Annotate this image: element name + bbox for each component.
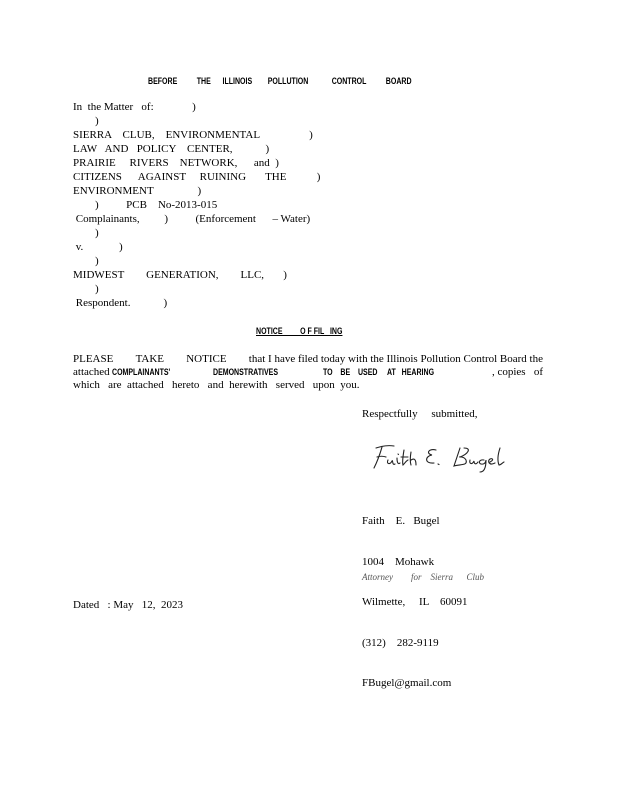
date-line: Dated : May 12, 2023: [73, 599, 183, 611]
caption-line: Complainants, ) (Enforcement – Water): [73, 213, 311, 225]
body-text-attached: attached: [73, 366, 110, 378]
body-text-copies: , copies of: [491, 366, 543, 378]
caption-line: Respondent. ): [73, 297, 168, 309]
signer-name: Faith E. Bugel: [362, 515, 440, 527]
caption-line: PRAIRIE RIVERS NETWORK, and ): [73, 157, 279, 169]
caption-line: SIERRA CLUB, ENVIRONMENTAL ): [73, 129, 313, 141]
caption-line: ): [73, 255, 99, 267]
caption-line: ): [73, 283, 99, 295]
signer-street: 1004 Mohawk: [362, 555, 435, 568]
body-text: which are attached hereto and herewith served upon you.: [73, 379, 360, 391]
caption-line: v. ): [73, 241, 123, 253]
body-word: NOTICE: [186, 353, 227, 365]
caps-demonstratives: DEMONSTRATIVES: [213, 367, 279, 377]
signer-info: [362, 488, 467, 718]
notice-of-filing-heading: NOTICE O F FIL ING: [256, 326, 343, 336]
signer-city: Wilmette, IL 60091: [362, 596, 468, 608]
body-line-1: [73, 353, 543, 366]
body-word: PLEASE: [73, 353, 114, 365]
handwritten-signature: [368, 440, 528, 481]
court-heading: BEFORE THE ILLINOIS POLLUTION CONTROL BOARD: [148, 76, 412, 86]
caption-line: CITIZENS AGAINST RUINING THE ): [73, 171, 321, 183]
body-word: TAKE: [135, 353, 165, 365]
caption-line: ) PCB No-2013-015: [73, 199, 218, 211]
body-text: [73, 366, 187, 379]
signature-image: [368, 440, 528, 476]
caps-complainants: COMPLAINANTS': [112, 367, 171, 377]
caption-line: In the Matter of: ): [73, 101, 196, 113]
signer-phone: (312) 282-9119: [362, 636, 439, 649]
attorney-role: Attorney for Sierra Club: [362, 572, 484, 582]
body-line-2: [73, 366, 543, 379]
caption-line: ): [73, 115, 99, 127]
caption-line: ): [73, 227, 99, 239]
body-line-3: [73, 379, 543, 392]
signer-email: FBugel@gmail.com: [362, 677, 452, 689]
notice-body: [73, 353, 543, 392]
caption-line: MIDWEST GENERATION, LLC, ): [73, 269, 287, 281]
body-text: that I have filed today with the Illinois Pollution Control Board the: [248, 353, 543, 365]
caps-to-be-used: TO BE USED AT HEARING: [323, 367, 435, 377]
caption-line: LAW AND POLICY CENTER, ): [73, 143, 270, 155]
closing: Respectfully submitted,: [362, 408, 478, 420]
caption-line: ENVIRONMENT ): [73, 185, 202, 197]
